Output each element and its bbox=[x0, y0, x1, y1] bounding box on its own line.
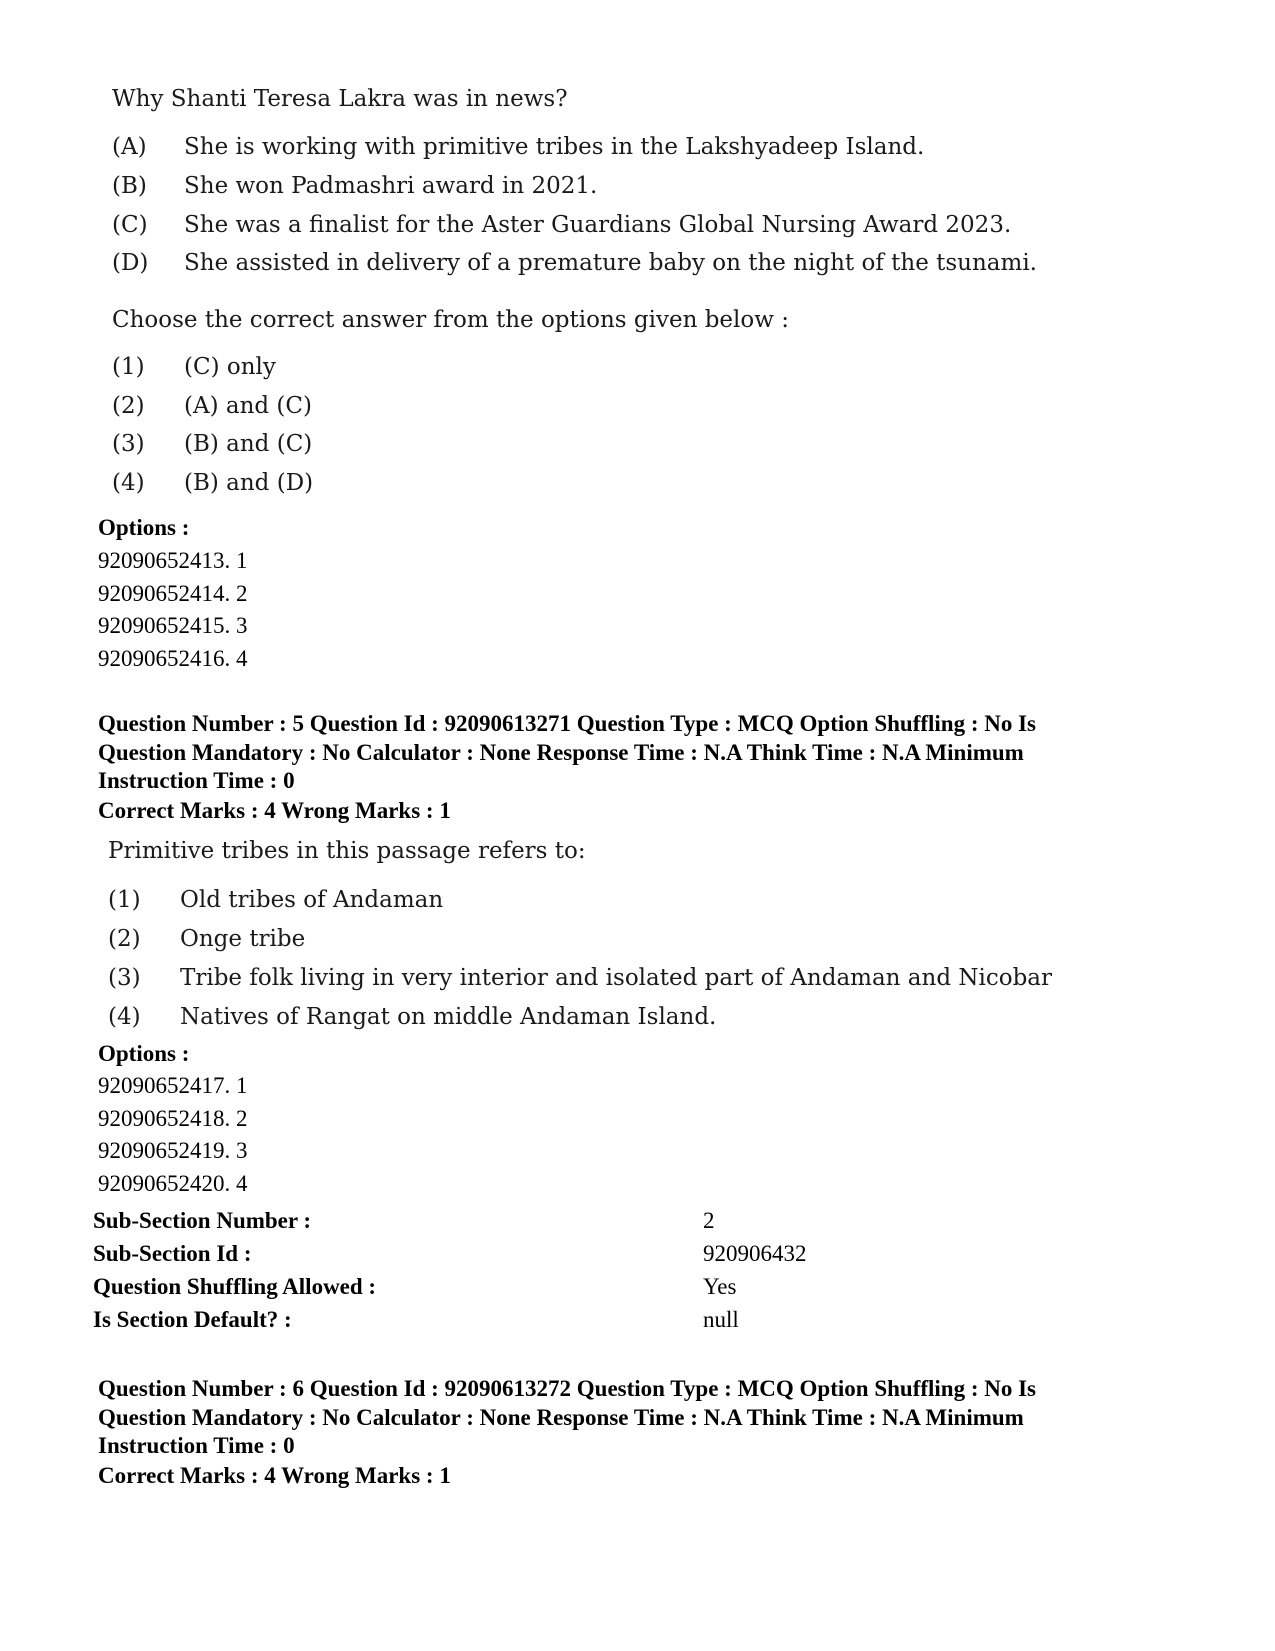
options-heading: Options : bbox=[98, 1041, 190, 1066]
choice-label: (2) bbox=[112, 393, 145, 419]
field-label: Question Shuffling Allowed : bbox=[93, 1274, 377, 1299]
option-row: 92090652417. 1 bbox=[98, 1073, 248, 1098]
field-value: 2 bbox=[703, 1208, 715, 1233]
q6-meta-line-2: Question Mandatory : No Calculator : None Response Time : N.A Think Time : N.A Minimum bbox=[98, 1404, 1024, 1430]
choice-text: Natives of Rangat on middle Andaman Island. bbox=[180, 1004, 717, 1030]
choice-label: (3) bbox=[112, 431, 145, 457]
field-value: null bbox=[703, 1307, 739, 1332]
statement-label: (D) bbox=[112, 250, 149, 276]
q4-instruction: Choose the correct answer from the options given below : bbox=[112, 307, 789, 333]
field-label: Is Section Default? : bbox=[93, 1307, 292, 1332]
choice-text: (B) and (C) bbox=[184, 431, 313, 457]
q5-metadata bbox=[98, 710, 1036, 796]
statement-text: She assisted in delivery of a premature baby on the night of the tsunami. bbox=[184, 250, 1037, 276]
choice-label: (1) bbox=[112, 354, 145, 380]
section-default-row bbox=[93, 1307, 993, 1337]
statement-label: (A) bbox=[112, 134, 147, 160]
choice-text: Tribe folk living in very interior and isolated part of Andaman and Nicobar bbox=[180, 965, 1053, 991]
q5-meta-line-1: Question Number : 5 Question Id : 92090613271 Question Type : MCQ Option Shuffling : No Is bbox=[98, 711, 1037, 736]
question-shuffling-row bbox=[93, 1274, 993, 1304]
field-value: 920906432 bbox=[703, 1241, 807, 1266]
choice-text: (C) only bbox=[184, 354, 276, 380]
subsection-number-row bbox=[93, 1208, 993, 1238]
option-row: 92090652416. 4 bbox=[98, 646, 248, 671]
choice-text: (A) and (C) bbox=[184, 393, 312, 419]
q6-meta-line-3: Instruction Time : 0 bbox=[98, 1433, 295, 1458]
q5-meta-line-2: Question Mandatory : No Calculator : None Response Time : N.A Think Time : N.A Minimum bbox=[98, 739, 1024, 765]
field-label: Sub-Section Id : bbox=[93, 1241, 252, 1266]
q6-marks: Correct Marks : 4 Wrong Marks : 1 bbox=[98, 1463, 451, 1488]
option-row: 92090652414. 2 bbox=[98, 581, 248, 606]
statement-text: She is working with primitive tribes in the Lakshyadeep Island. bbox=[184, 134, 925, 160]
statement-label: (B) bbox=[112, 173, 147, 199]
options-heading: Options : bbox=[98, 515, 190, 540]
option-row: 92090652419. 3 bbox=[98, 1138, 248, 1163]
option-row: 92090652415. 3 bbox=[98, 613, 248, 638]
choice-label: (4) bbox=[112, 470, 145, 496]
option-row: 92090652418. 2 bbox=[98, 1106, 248, 1131]
q5-marks: Correct Marks : 4 Wrong Marks : 1 bbox=[98, 798, 451, 823]
q6-metadata bbox=[98, 1375, 1036, 1461]
option-row: 92090652420. 4 bbox=[98, 1171, 248, 1196]
choice-label: (3) bbox=[108, 965, 141, 991]
choice-text: Old tribes of Andaman bbox=[180, 887, 444, 913]
q5-meta-line-3: Instruction Time : 0 bbox=[98, 768, 295, 793]
statement-text: She was a finalist for the Aster Guardians Global Nursing Award 2023. bbox=[184, 212, 1012, 238]
q5-question-text: Primitive tribes in this passage refers to: bbox=[108, 838, 586, 864]
choice-label: (1) bbox=[108, 887, 141, 913]
statement-label: (C) bbox=[112, 212, 148, 238]
option-row: 92090652413. 1 bbox=[98, 548, 248, 573]
field-value: Yes bbox=[703, 1274, 737, 1299]
q6-meta-line-1: Question Number : 6 Question Id : 92090613272 Question Type : MCQ Option Shuffling : No Is bbox=[98, 1376, 1037, 1401]
choice-text: (B) and (D) bbox=[184, 470, 314, 496]
choice-text: Onge tribe bbox=[180, 926, 306, 952]
statement-text: She won Padmashri award in 2021. bbox=[184, 173, 598, 199]
q4-question-text: Why Shanti Teresa Lakra was in news? bbox=[112, 86, 568, 112]
field-label: Sub-Section Number : bbox=[93, 1208, 312, 1233]
choice-label: (2) bbox=[108, 926, 141, 952]
choice-label: (4) bbox=[108, 1004, 141, 1030]
subsection-id-row bbox=[93, 1241, 993, 1271]
